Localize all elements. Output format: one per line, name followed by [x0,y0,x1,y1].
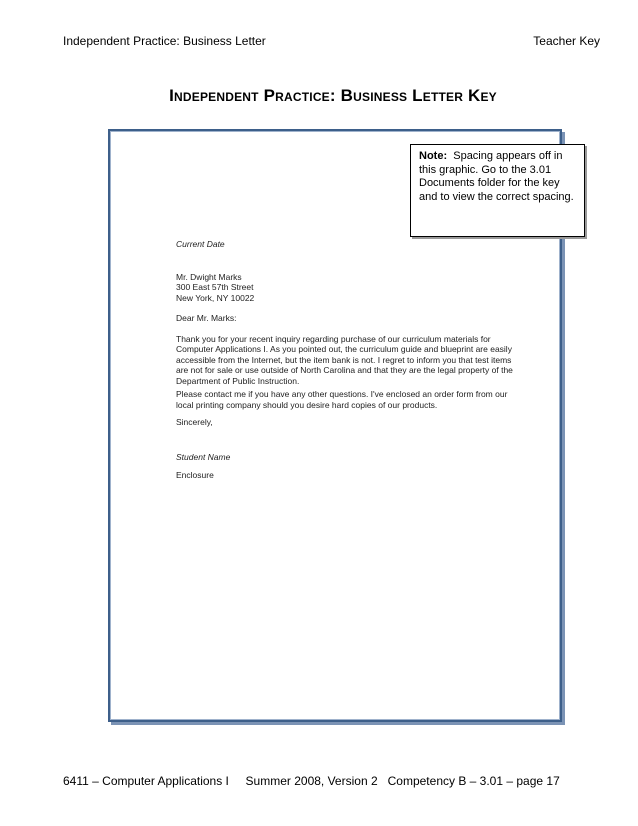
note-box [410,144,585,237]
page-title: Independent Practice: Business Letter Key [169,86,497,105]
address-street: 300 East 57th Street [176,282,254,292]
address-city: New York, NY 10022 [176,292,255,303]
note-label: Note: [419,150,448,162]
note-text: Spacing appears off in this graphic. Go to the 3.01 Documents folder for the key and to view the correct spacing. [419,150,574,203]
body-paragraph-2: Please contact me if you have any other questions. I've enclosed an order form from our local printing company should you desire hard copies of our products. [176,389,508,410]
header-right: Teacher Key [533,34,600,48]
closing: Sincerely, [176,417,213,427]
enclosure-notation: Enclosure [176,470,214,480]
body-paragraph-1: Thank you for your recent inquiry regarding purchase of our curriculum materials for Computer Applications I. As you pointed out, the curriculum guide and blueprint are easily accessible from the Internet, but the item bank is not. I regret to inform you that test items are not for sale or use outside of North Carolina and that they are the legal property of the Department of Public Instruction. [176,333,513,386]
header-left: Independent Practice: Business Letter [63,34,266,48]
signature-name: Student Name [176,451,231,462]
business-letter [176,239,516,481]
address-name: Mr. Dwight Marks [176,271,242,282]
page-footer: 6411 – Computer Applications I Summer 2008, Version 2 Competency B – 3.01 – page 17 [63,774,560,788]
salutation: Dear Mr. Marks: [176,313,237,323]
letter-date: Current Date [176,239,225,249]
